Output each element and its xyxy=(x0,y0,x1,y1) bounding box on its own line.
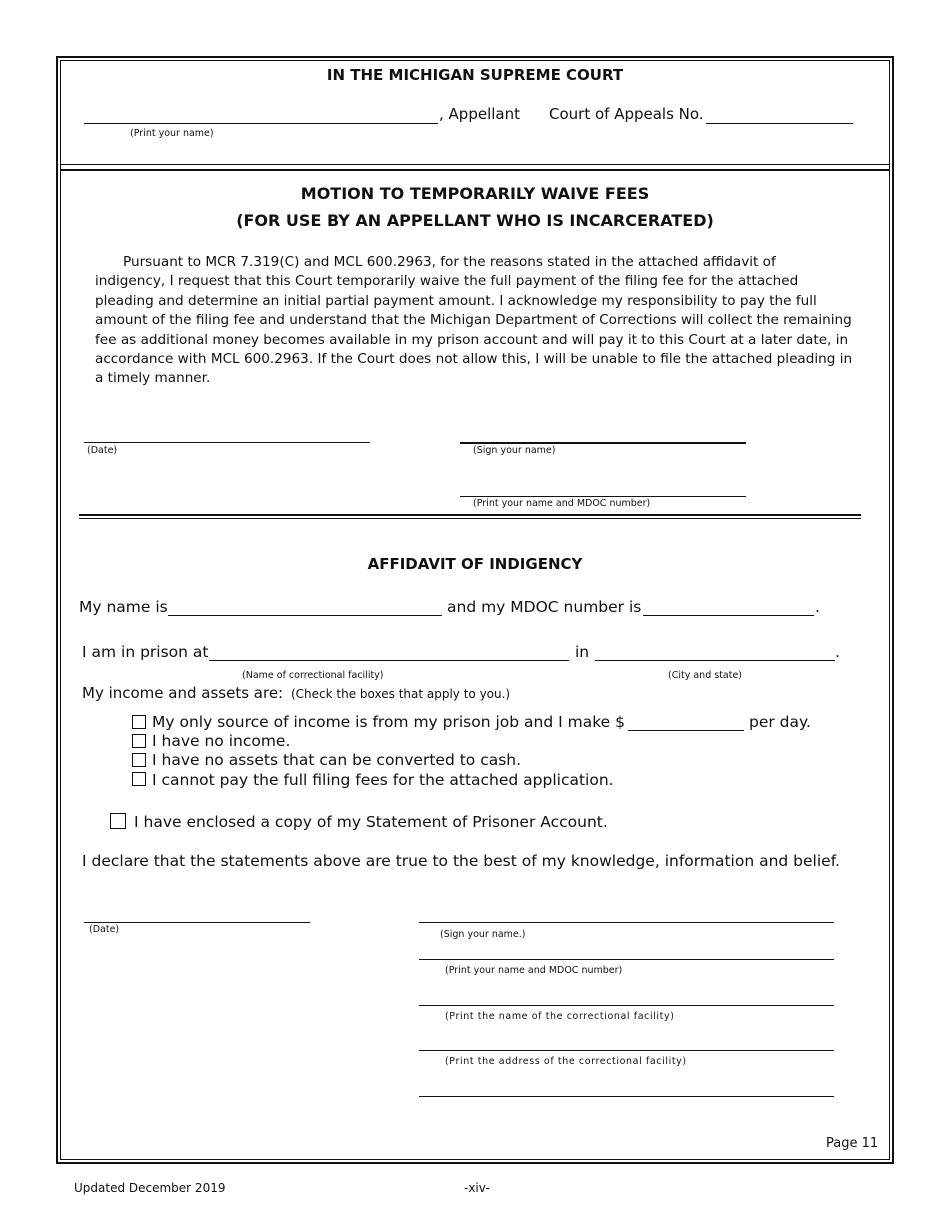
motion-body-line: pleading and determine an initial partial payment amount. I acknowledge my responsibility to pay the full xyxy=(95,292,817,309)
facility-address-hint: (Print the address of the correctional facility) xyxy=(445,1056,687,1067)
header-divider-top xyxy=(60,164,890,165)
cannot-pay-label: I cannot pay the full filing fees for the attached application. xyxy=(152,771,614,789)
motion-print-name-line[interactable] xyxy=(460,496,746,497)
motion-body-line: accordance with MCL 600.2963. If the Court does not allow this, I will be unable to file the attached pleading in xyxy=(95,351,853,368)
no-income-label: I have no income. xyxy=(152,732,291,750)
roman-page-number: -xiv- xyxy=(464,1181,490,1195)
motion-body-line: amount of the filing fee and understand that the Michigan Department of Corrections will collect the remaining xyxy=(95,312,852,329)
appellant-label: , Appellant xyxy=(439,105,520,123)
motion-date-hint: (Date) xyxy=(87,445,118,456)
coa-number-line[interactable] xyxy=(706,123,853,124)
motion-sign-hint: (Sign your name) xyxy=(473,445,556,456)
city-state-hint: (City and state) xyxy=(668,670,743,681)
mdoc-label: and my MDOC number is xyxy=(447,598,642,616)
facility-hint: (Name of correctional facility) xyxy=(242,670,384,681)
coa-label: Court of Appeals No. xyxy=(549,105,704,123)
name-period: . xyxy=(815,598,820,616)
print-name-hint: (Print your name) xyxy=(130,128,214,139)
prison-at-label: I am in prison at xyxy=(82,643,209,661)
affidavit-date-hint: (Date) xyxy=(89,924,120,935)
facility-address-line[interactable] xyxy=(419,1050,834,1051)
section-divider-bottom xyxy=(79,518,861,519)
motion-body xyxy=(95,253,865,389)
affidavit-title: AFFIDAVIT OF INDIGENCY xyxy=(367,555,583,573)
affidavit-date-line[interactable] xyxy=(84,922,310,923)
city-state-line[interactable] xyxy=(595,660,835,661)
court-title: IN THE MICHIGAN SUPREME COURT xyxy=(326,66,624,84)
motion-date-line[interactable] xyxy=(84,442,370,443)
in-label: in xyxy=(575,643,590,661)
motion-body-line: a timely manner. xyxy=(95,370,211,387)
prison-period: . xyxy=(835,643,840,661)
affidavit-print-name-hint: (Print your name and MDOC number) xyxy=(445,965,623,976)
updated-date: Updated December 2019 xyxy=(74,1181,226,1195)
check-hint: (Check the boxes that apply to you.) xyxy=(291,687,511,701)
section-divider-top xyxy=(79,514,861,516)
daily-amount-line[interactable] xyxy=(628,730,744,731)
motion-title-line1: MOTION TO TEMPORARILY WAIVE FEES xyxy=(300,184,650,203)
page-number: Page 11 xyxy=(826,1136,879,1151)
no-income-checkbox[interactable] xyxy=(132,734,146,748)
my-name-label: My name is xyxy=(79,598,168,616)
affidavit-sign-line[interactable] xyxy=(419,922,834,923)
no-assets-label: I have no assets that can be converted to cash. xyxy=(152,751,522,769)
motion-print-name-hint: (Print your name and MDOC number) xyxy=(473,498,651,509)
motion-body-line: fee as additional money becomes available in my prison account and will pay it to this Court at a later date, in xyxy=(95,331,849,348)
per-day-label: per day. xyxy=(749,713,811,731)
facility-name-sign-hint: (Print the name of the correctional facility) xyxy=(445,1011,675,1022)
facility-address-line-2[interactable] xyxy=(419,1096,834,1097)
income-job-checkbox[interactable] xyxy=(132,715,146,729)
affidavit-sign-hint: (Sign your name.) xyxy=(440,929,526,940)
mdoc-number-line[interactable] xyxy=(643,615,814,616)
income-job-label: My only source of income is from my prison job and I make $ xyxy=(152,713,625,731)
motion-body-line: Pursuant to MCR 7.319(C) and MCL 600.2963, for the reasons stated in the attached affidavit of xyxy=(123,254,776,270)
facility-name-line[interactable] xyxy=(209,660,569,661)
declaration-text: I declare that the statements above are true to the best of my knowledge, information and belief. xyxy=(82,852,840,870)
cannot-pay-checkbox[interactable] xyxy=(132,772,146,786)
motion-sign-line[interactable] xyxy=(460,442,746,444)
no-assets-checkbox[interactable] xyxy=(132,753,146,767)
header-divider-bottom xyxy=(60,169,890,171)
enclosed-statement-label: I have enclosed a copy of my Statement of Prisoner Account. xyxy=(134,813,608,831)
income-label: My income and assets are: xyxy=(82,684,284,702)
enclosed-statement-checkbox[interactable] xyxy=(110,813,126,829)
my-name-line[interactable] xyxy=(168,615,442,616)
appellant-name-line[interactable] xyxy=(84,123,438,124)
facility-name-sign-line[interactable] xyxy=(419,1005,834,1006)
motion-title-line2: (FOR USE BY AN APPELLANT WHO IS INCARCERATED) xyxy=(236,211,714,230)
motion-body-line: indigency, I request that this Court temporarily waive the full payment of the filing fee for the attached xyxy=(95,273,799,290)
affidavit-print-name-line[interactable] xyxy=(419,959,834,960)
